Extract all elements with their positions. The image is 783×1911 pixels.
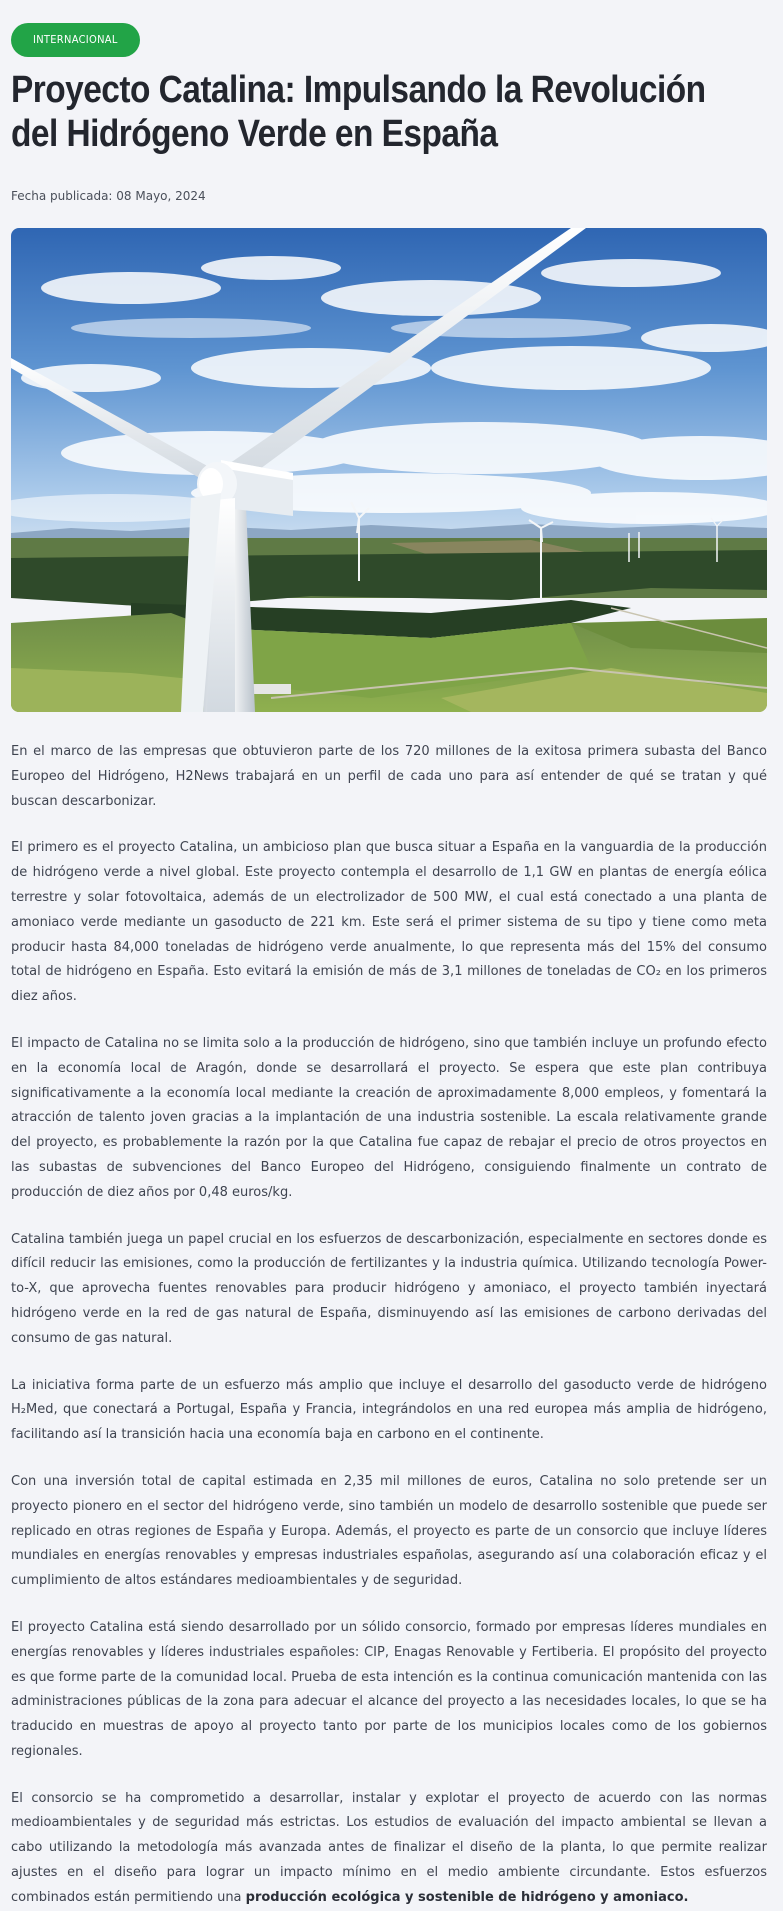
paragraph-8 <box>11 1787 767 1911</box>
paragraph-1: En el marco de las empresas que obtuvieron parte de los 720 millones de la exitosa primera subasta del Banco Europeo del Hidrógeno, H2News trabajará en un perfil de cada uno para así entender de qué se tratan y qué buscan descarbonizar. <box>11 744 767 809</box>
paragraph-3: El impacto de Catalina no se limita solo a la producción de hidrógeno, sino que también incluye un profundo efecto en la economía local de Aragón, donde se desarrollará el proyecto. Se espera que este plan contribuya significativamente a la economía local mediante la creación de aproximadamente 8,000 empleos, y fomentará la atracción de talento joven gracias a la implantación de una industria sostenible. La escala relativamente grande del proyecto, es probablemente la razón por la que Catalina fue capaz de rebajar el precio de otros proyectos en las subastas de subvenciones del Banco Europeo del Hidrógeno, consiguiendo finalmente un contrato de producción de diez años por 0,48 euros/kg. <box>11 1035 767 1200</box>
paragraph-6: Con una inversión total de capital estimada en 2,35 mil millones de euros, Catalina no solo pretende ser un proyecto pionero en el sector del hidrógeno verde, sino también un modelo de desarrollo sostenible que puede ser replicado en otras regiones de España y Europa. Además, el proyecto es parte de un consorcio que incluye líderes mundiales en energías renovables y empresas industriales españolas, asegurando así una colaboración eficaz y el cumplimiento de altos estándares medioambientales y de seguridad. <box>11 1473 767 1589</box>
article-title-line-2: del Hidrógeno Verde en España <box>11 113 498 155</box>
paragraph-2: El primero es el proyecto Catalina, un ambicioso plan que busca situar a España en la vanguardia de la producción de hidrógeno verde a nivel global. Este proyecto contempla el desarrollo de 1,1 GW en plantas de energía eólica terrestre y solar fotovoltaica, además de un electrolizador de 500 MW, el cual está conectado a una planta de amoniaco verde mediante un gasoducto de 221 km. Este será el primer sistema de su tipo y tiene como meta producir hasta 84,000 toneladas de hidrógeno verde anualmente, lo que representa más del 15% del consumo total de hidrógeno en España. Esto evitará la emisión de más de 3,1 millones de toneladas de CO₂ en los primeros diez años. <box>11 840 767 1005</box>
paragraph-8-text: El consorcio se ha comprometido a desarrollar, instalar y explotar el proyecto de acuerdo con las normas medioambientales y de seguridad más estrictas. Los estudios de evaluación del impacto ambiental se llevan a cabo utilizando la metodología más avanzada antes de finalizar el diseño de la planta, lo que permite realizar ajustes en el diseño para lograr un impacto mínimo en el medio ambiente circundante. Estos esfuerzos combinados están permitiendo una <box>11 1790 767 1905</box>
wind-turbines-photo <box>11 228 767 712</box>
paragraph-8-bold: producción ecológica y sostenible de hidrógeno y amoniaco. <box>245 1889 689 1905</box>
category-tag[interactable]: INTERNACIONAL <box>11 23 140 57</box>
paragraph-5: La iniciativa forma parte de un esfuerzo más amplio que incluye el desarrollo del gasoducto verde de hidrógeno H₂Med, que conectará a Portugal, España y Francia, integrándolos en una red europea más amplia de hidrógeno, facilitando así la transición hacia una economía baja en carbono en el continente. <box>11 1377 767 1443</box>
hero-image <box>11 228 767 712</box>
publish-date: Fecha publicada: 08 Mayo, 2024 <box>11 189 206 203</box>
paragraph-4: Catalina también juega un papel crucial en los esfuerzos de descarbonización, especialmente en sectores donde es difícil reducir las emisiones, como la producción de fertilizantes y la industria química. Utilizando tecnología Power-to-X, que aprovecha fuentes renovables para producir hidrógeno y amoniaco, el proyecto también inyectará hidrógeno verde en la red de gas natural de España, disminuyendo así las emisiones de carbono derivadas del consumo de gas natural. <box>11 1231 767 1346</box>
paragraph-7: El proyecto Catalina está siendo desarrollado por un sólido consorcio, formado por empresas líderes mundiales en energías renovables y líderes industriales españoles: CIP, Enagas Renovable y Fertiberia. El propósito del proyecto es que forme parte de la comunidad local. Prueba de esta intención es la continua comunicación mantenida con las administraciones públicas de la zona para adecuar el alcance del proyecto a las necesidades locales, lo que se ha traducido en muestras de apoyo al proyecto tanto por parte de los municipios locales como de los gobiernos regionales. <box>11 1619 767 1759</box>
article-body <box>11 740 767 1911</box>
article-title-line-1: Proyecto Catalina: Impulsando la Revolución <box>11 69 706 111</box>
article-title <box>11 68 706 156</box>
